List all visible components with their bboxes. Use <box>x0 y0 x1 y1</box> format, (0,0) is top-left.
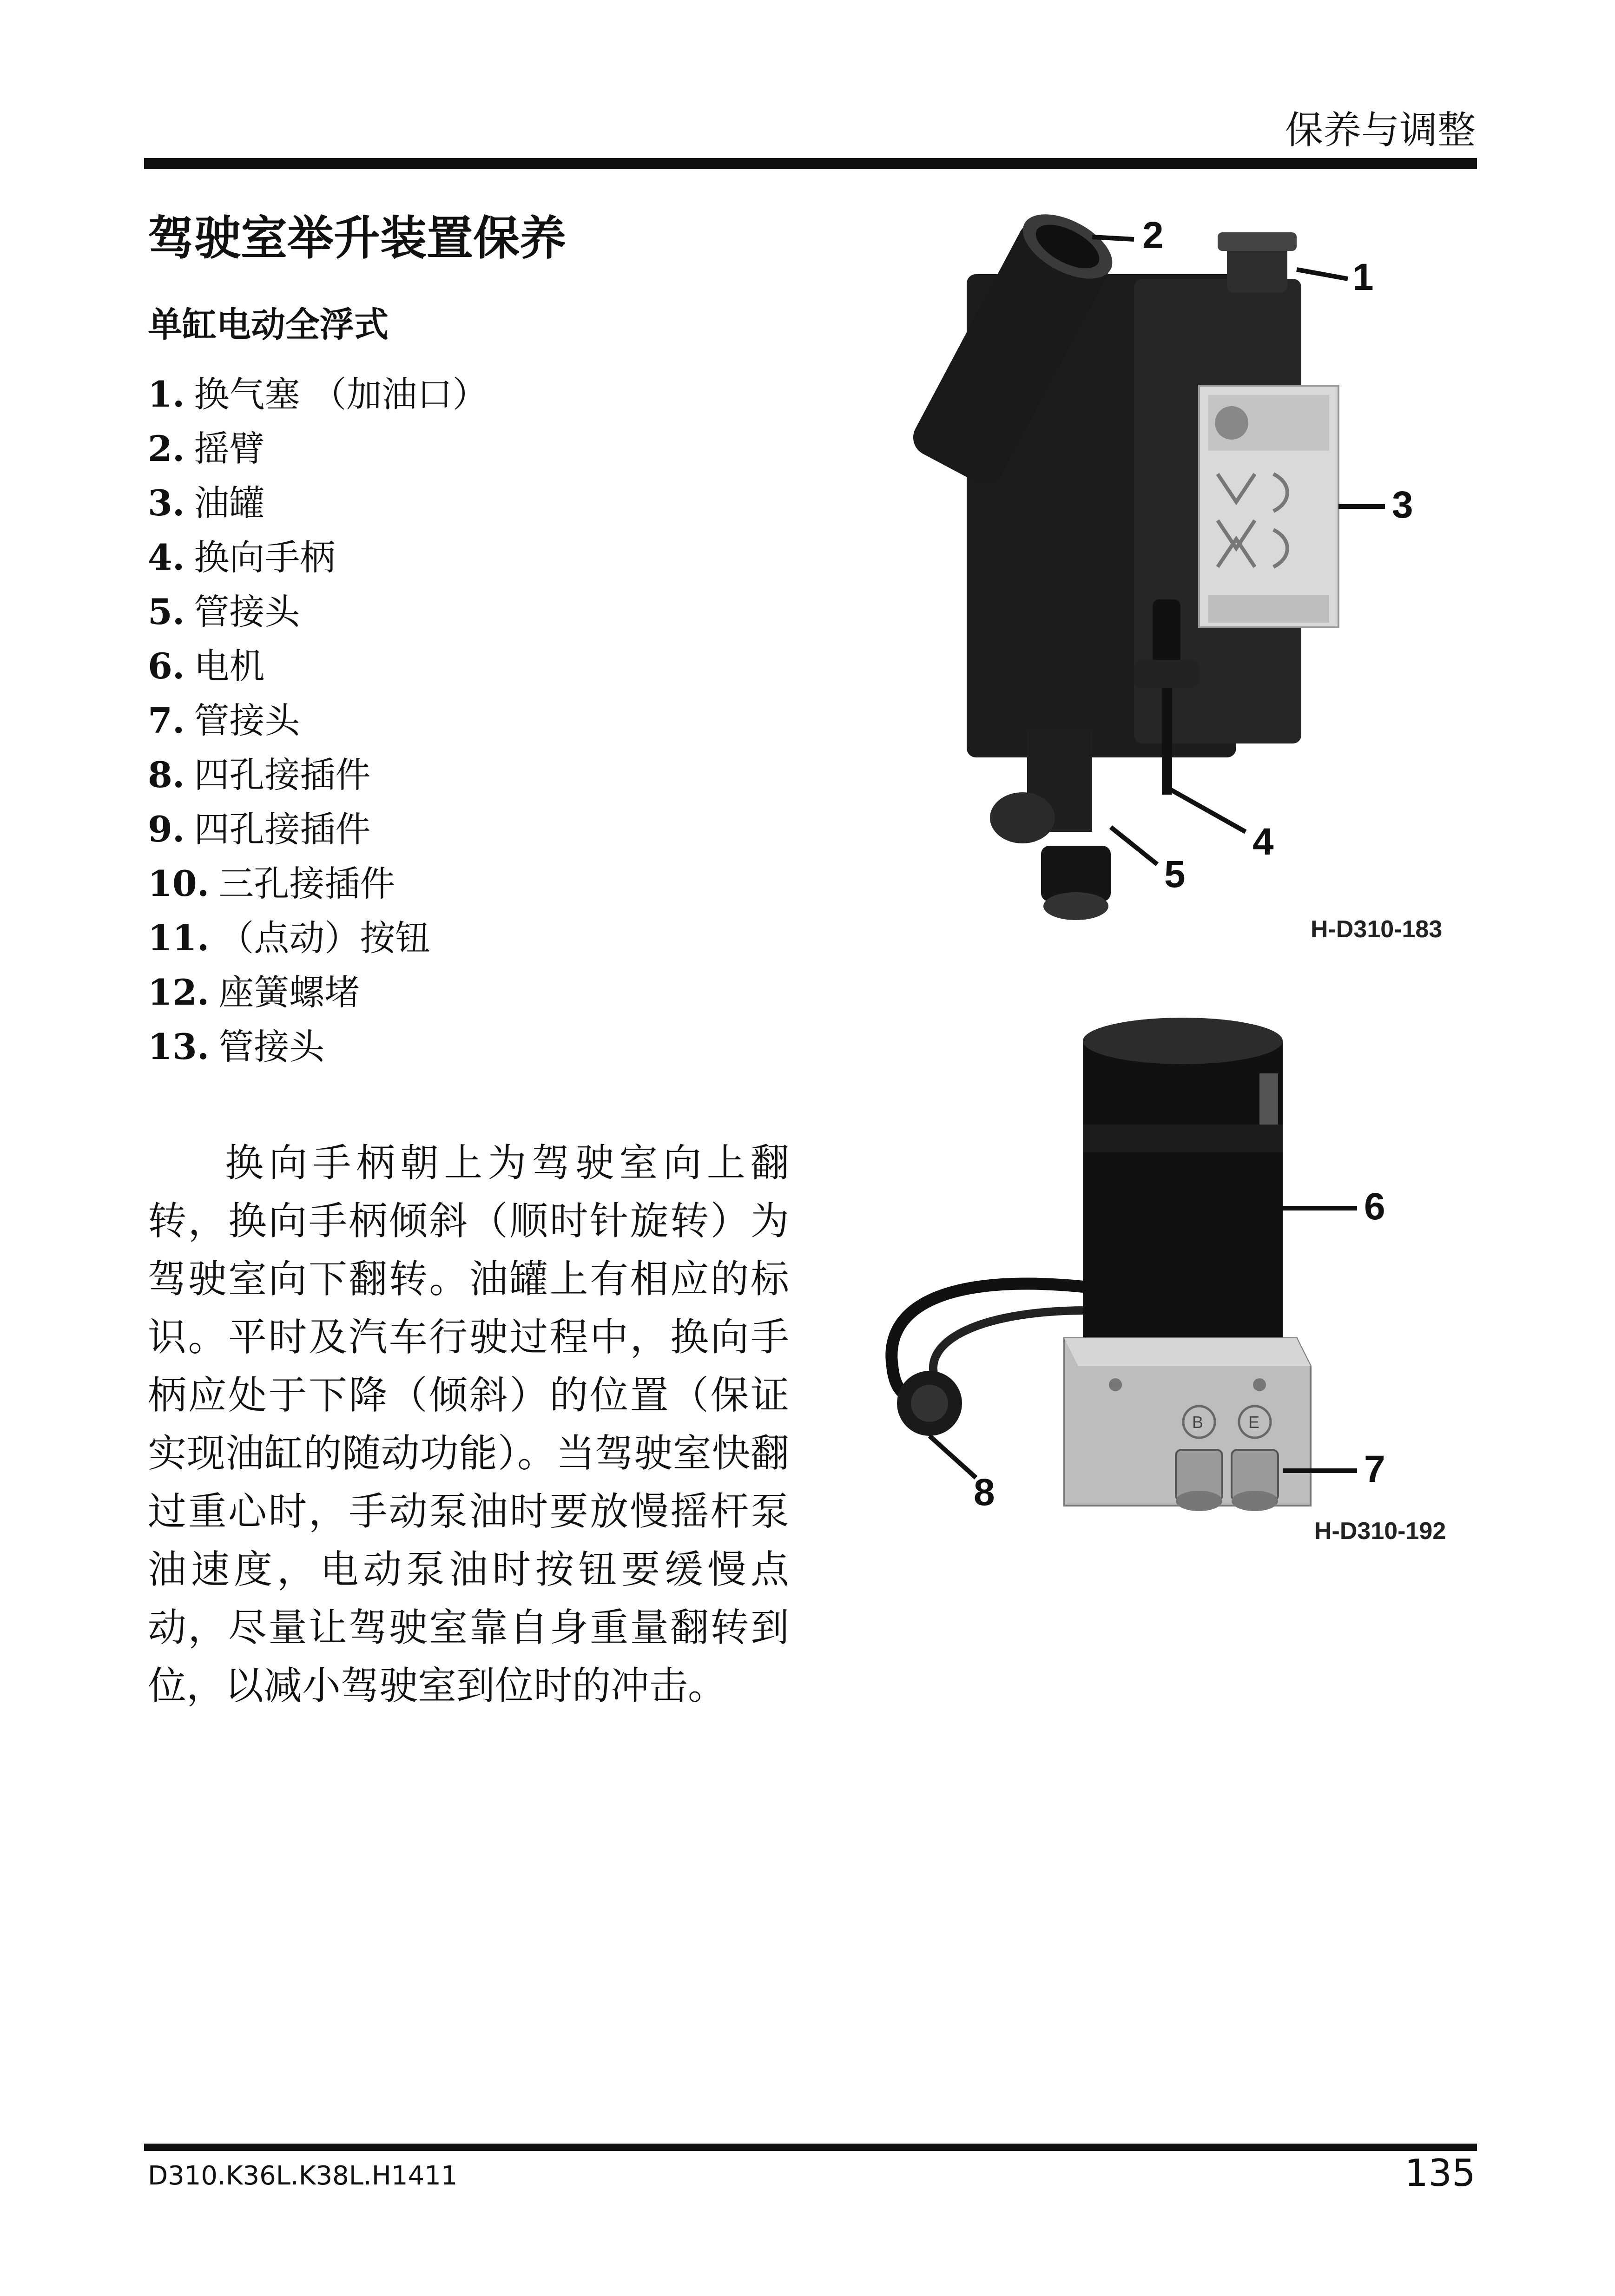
section-header-title: 保养与调整 <box>1285 108 1476 152</box>
callout-1: 1 <box>1352 256 1374 298</box>
pump-assembly-photo <box>874 204 1478 957</box>
page-number: 135 <box>1404 2151 1476 2195</box>
figure-pump-assembly <box>874 204 1478 957</box>
body-paragraph: 换向手柄朝上为驾驶室向上翻转，换向手柄倾斜（顺时针旋转）为驾驶室向下翻转。油罐上有相应的标识。平时及汽车行驶过程中，换向手柄应处于下降（倾斜）的位置（保证实现油缸的随动功能）。当驾驶室快翻过重心时，手动泵油时要放慢摇杆泵油速度，电动泵油时按钮要缓慢点动，尽量让驾驶室靠自身重量翻转到位，以减小驾驶室到位时的冲击。 <box>148 1140 789 1708</box>
callout-4: 4 <box>1252 821 1274 863</box>
port-label-b: B <box>1192 1413 1204 1432</box>
figure-electric-motor <box>864 1013 1478 1571</box>
footer-doc-code: D310.K36L.K38L.H1411 <box>148 2161 458 2191</box>
list-item: 5. 管接头 <box>148 591 300 632</box>
list-item: 7. 管接头 <box>148 700 300 741</box>
list-item: 3. 油罐 <box>148 482 265 524</box>
header-rule <box>144 158 1477 169</box>
list-item: 6. 电机 <box>148 645 265 687</box>
parts-list <box>148 367 488 1074</box>
figure-caption: H-D310-183 <box>1311 916 1443 943</box>
port-label-e: E <box>1248 1413 1260 1432</box>
list-item: 13. 管接头 <box>148 1026 325 1067</box>
list-item: 4. 换向手柄 <box>148 537 336 578</box>
footer-rule <box>144 2144 1477 2151</box>
callout-6: 6 <box>1364 1185 1385 1228</box>
list-item: 10. 三孔接插件 <box>148 863 396 904</box>
callout-8: 8 <box>974 1471 995 1513</box>
callout-2: 2 <box>1142 214 1164 257</box>
list-item: 12. 座簧螺堵 <box>148 972 360 1013</box>
section-subtitle: 单缸电动全浮式 <box>148 305 389 345</box>
list-item: 1. 换气塞 （加油口） <box>148 374 488 415</box>
list-item: 2. 摇臂 <box>148 428 265 469</box>
list-item: 11. （点动）按钮 <box>148 917 431 959</box>
list-item: 9. 四孔接插件 <box>148 809 371 850</box>
figure-caption: H-D310-192 <box>1314 1518 1446 1545</box>
callout-7: 7 <box>1364 1448 1385 1490</box>
electric-motor-photo <box>864 1013 1478 1571</box>
list-item: 8. 四孔接插件 <box>148 754 371 796</box>
callout-5: 5 <box>1164 853 1186 895</box>
page-title: 驾驶室举升装置保养 <box>148 211 566 265</box>
callout-3: 3 <box>1392 484 1413 526</box>
